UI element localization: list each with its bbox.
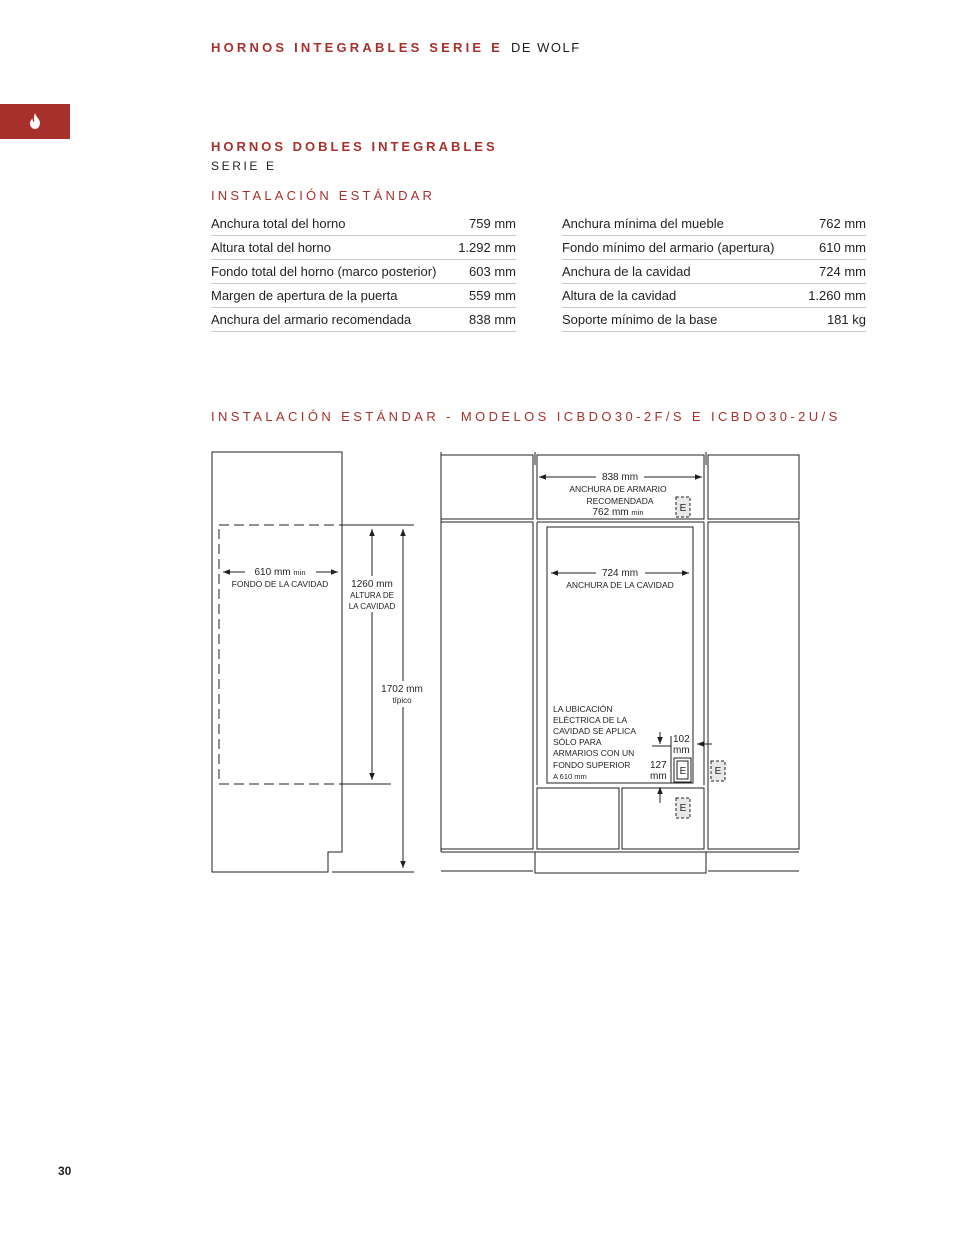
- cabinet-width-label-1: ANCHURA DE ARMARIO: [569, 484, 667, 494]
- total-height-note: típico: [392, 696, 412, 705]
- header-brand: HORNOS INTEGRABLES SERIE E: [211, 40, 503, 55]
- page-number: 30: [58, 1164, 72, 1178]
- spec-value: 559 mm: [454, 284, 516, 308]
- side-labels: [232, 567, 431, 707]
- svg-text:762 mm min: [593, 507, 644, 518]
- dim-102-unit: mm: [673, 745, 690, 756]
- electrical-marker: E: [679, 503, 687, 514]
- electrical-marker: E: [714, 766, 722, 777]
- height-label-2: LA CAVIDAD: [348, 602, 396, 611]
- depth-label: FONDO DE LA CAVIDAD: [231, 579, 329, 589]
- electrical-marker: E: [679, 803, 687, 814]
- header-suffix: DE WOLF: [510, 40, 581, 55]
- spec-label: Anchura mínima del mueble: [562, 212, 801, 236]
- note-line: A 610 mm: [553, 772, 587, 781]
- depth-value: 610 mm: [254, 567, 291, 578]
- spec-label: Anchura del armario recomendada: [211, 308, 454, 332]
- spec-label: Fondo mínimo del armario (apertura): [562, 236, 801, 260]
- dim-127-unit: mm: [650, 771, 667, 782]
- height-label-1: ALTURA DE: [350, 591, 394, 600]
- depth-min: min: [293, 568, 306, 577]
- cabinet-width-value: 838 mm: [601, 472, 639, 483]
- spec-label: Altura total del horno: [211, 236, 454, 260]
- note-line: LA UBICACIÓN: [553, 704, 613, 714]
- cavity-width-value: 724 mm: [601, 568, 639, 579]
- standard-install-title: INSTALACIÓN ESTÁNDAR: [211, 188, 436, 203]
- spec-label: Altura de la cavidad: [562, 284, 801, 308]
- spec-value: 1.260 mm: [801, 284, 866, 308]
- spec-value: 724 mm: [801, 260, 866, 284]
- spec-value: 181 kg: [801, 308, 866, 332]
- spec-label: Anchura total del horno: [211, 212, 454, 236]
- section-subtitle: SERIE E: [211, 159, 277, 173]
- spec-value: 762 mm: [801, 212, 866, 236]
- spec-label: Fondo total del horno (marco posterior): [211, 260, 454, 284]
- dim-127: 127: [650, 760, 667, 771]
- spec-value: 838 mm: [454, 308, 516, 332]
- section-title: HORNOS DOBLES INTEGRABLES: [211, 139, 498, 154]
- side-view: [212, 452, 414, 872]
- spec-value: 1.292 mm: [454, 236, 516, 260]
- side-cabinet-outline: [212, 452, 342, 872]
- spec-label: Anchura de la cavidad: [562, 260, 801, 284]
- spec-label: Margen de apertura de la puerta: [211, 284, 454, 308]
- spec-value: 759 mm: [454, 212, 516, 236]
- cavity-dashed-outline: [219, 525, 342, 784]
- front-labels: [553, 472, 722, 814]
- electrical-note: [553, 704, 638, 781]
- dim-102: 102: [673, 734, 690, 745]
- min-width-value: 762 mm: [592, 507, 629, 518]
- cabinet-width-label-2: RECOMENDADA: [586, 496, 654, 506]
- note-line: SÓLO PARA: [553, 737, 602, 747]
- note-line: ARMARIOS CON UN: [553, 748, 635, 758]
- electrical-marker: E: [679, 766, 687, 777]
- spec-value: 603 mm: [454, 260, 516, 284]
- models-title: INSTALACIÓN ESTÁNDAR - MODELOS ICBDO30-2F/S E ICBDO30-2U/S: [211, 409, 841, 424]
- total-height-value: 1702 mm: [381, 684, 423, 695]
- note-line: CAVIDAD SE APLICA: [553, 726, 636, 736]
- note-line: ELÉCTRICA DE LA: [553, 715, 627, 725]
- cavity-width-label: ANCHURA DE LA CAVIDAD: [566, 580, 674, 590]
- spec-value: 610 mm: [801, 236, 866, 260]
- height-value: 1260 mm: [351, 579, 393, 590]
- svg-text:610 mm min: [255, 567, 306, 578]
- spec-label: Soporte mínimo de la base: [562, 308, 801, 332]
- note-line: FONDO SUPERIOR: [553, 760, 631, 770]
- min-width-note: min: [631, 508, 644, 517]
